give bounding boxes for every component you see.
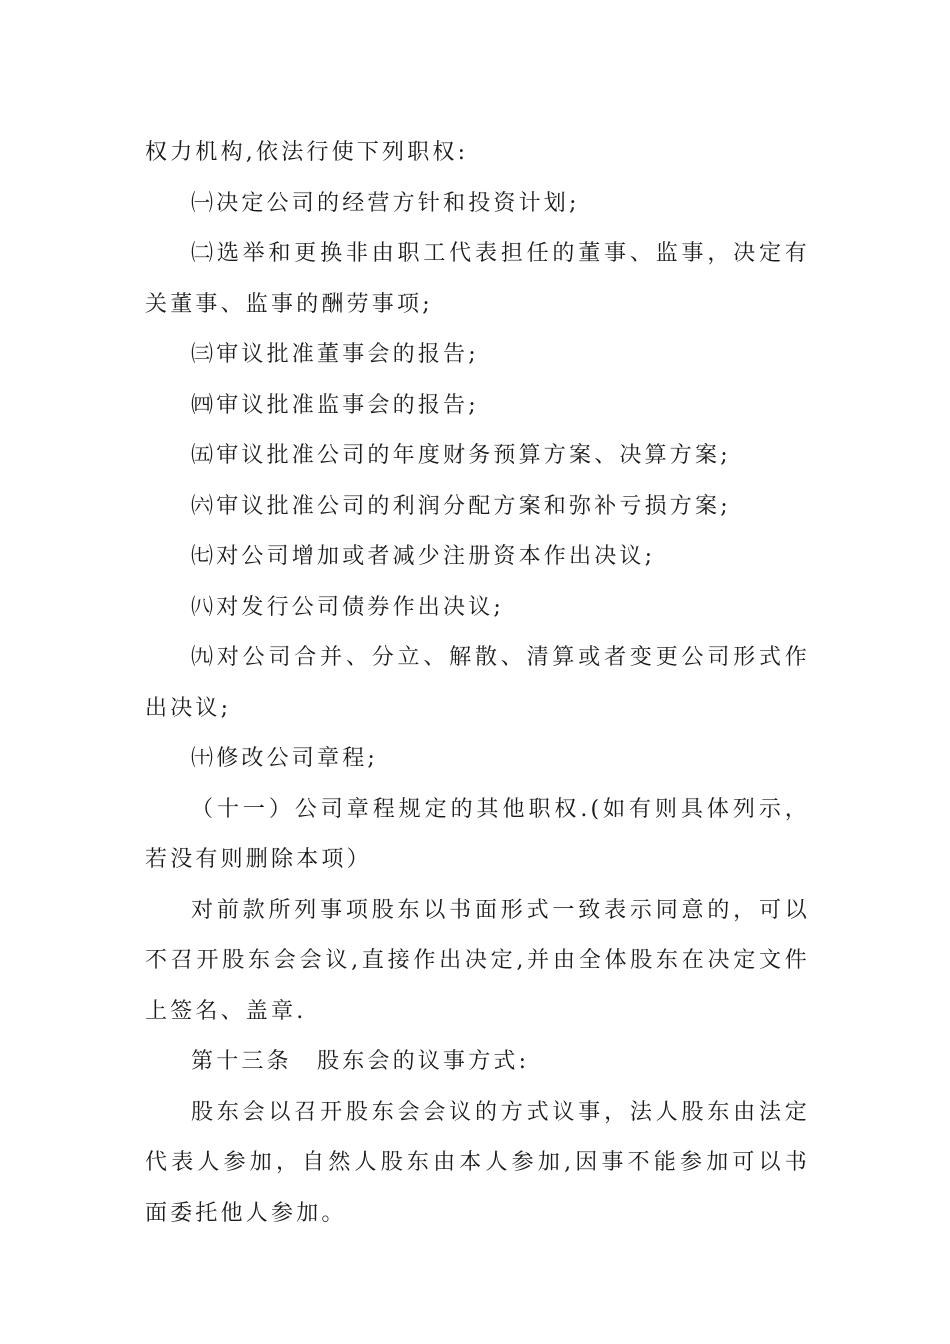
paragraph-continuation: 权力机构,依法行使下列职权:	[145, 140, 469, 165]
article-13-heading: 第十三条 股东会的议事方式:	[191, 1049, 530, 1074]
paragraph-item-6: ㈥审议批准公司的利润分配方案和弥补亏损方案;	[191, 493, 731, 519]
document-body	[145, 128, 810, 1239]
paragraph-item-2: ㈡选举和更换非由职工代表担任的董事、监事，决定有关董事、监事的酬劳事项;	[145, 241, 810, 317]
paragraph-meeting-method: 股东会以召开股东会会议的方式议事，法人股东由法定代表人参加，自然人股东由本人参加,因事不能参加可以书面委托他人参加。	[145, 1099, 810, 1226]
paragraph-item-9: ㈨对公司合并、分立、解散、清算或者变更公司形式作出决议;	[145, 645, 810, 721]
paragraph-item-10: ㈩修改公司章程;	[191, 746, 379, 771]
paragraph-item-1: ㈠决定公司的经营方针和投资计划;	[191, 190, 580, 216]
paragraph-item-5: ㈤审议批准公司的年度财务预算方案、决算方案;	[191, 443, 731, 468]
paragraph-item-11: （十一）公司章程规定的其他职权.(如有则具体列示，若没有则删除本项）	[145, 796, 810, 872]
paragraph-consent-clause: 对前款所列事项股东以书面形式一致表示同意的，可以不召开股东会会议,直接作出决定,并由全体股东在决定文件上签名、盖章.	[145, 897, 810, 1024]
paragraph-item-3: ㈢审议批准董事会的报告;	[191, 342, 479, 367]
paragraph-item-7: ㈦对公司增加或者减少注册资本作出决议;	[191, 544, 656, 569]
paragraph-item-4: ㈣审议批准监事会的报告;	[191, 392, 479, 418]
paragraph-item-8: ㈧对发行公司债券作出决议;	[191, 594, 505, 620]
